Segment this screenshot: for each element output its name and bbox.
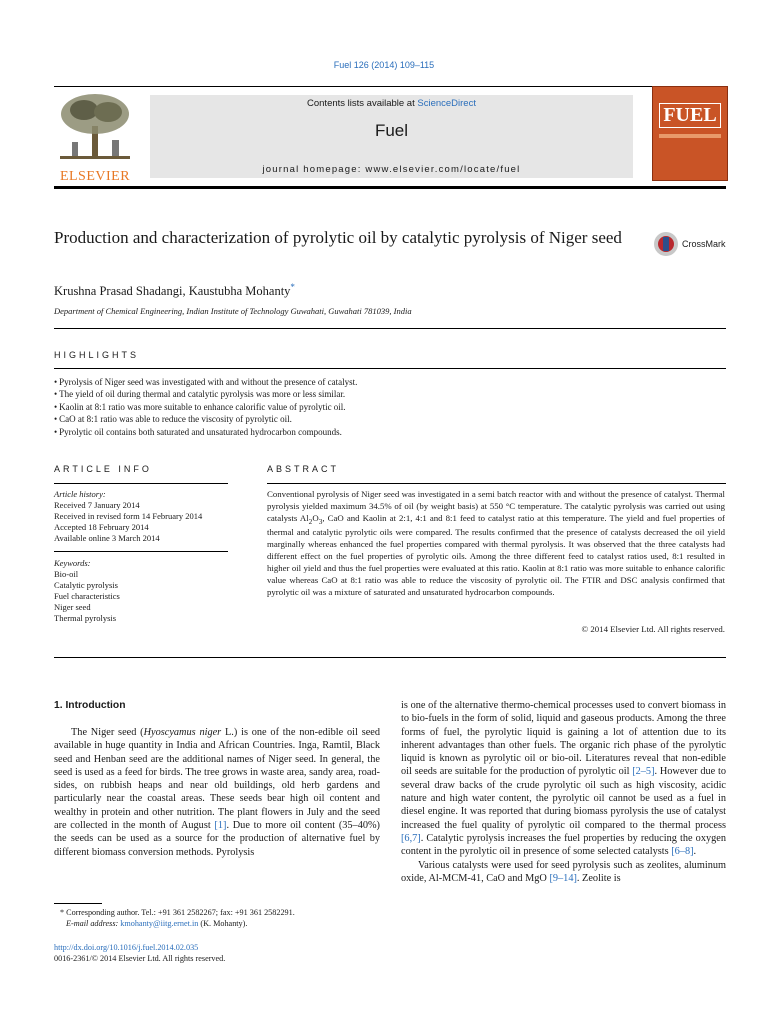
contents-prefix: Contents lists available at — [307, 98, 418, 109]
highlight-item: • The yield of oil during thermal and catalytic pyrolysis was more or less similar. — [54, 388, 714, 400]
paragraph-text: is one of the alternative thermo-chemical processes used to convert biomass in to bio-fuels in the form of solid, liquid and gaseous products. Among the three forms of fuel, the pyrolytic liquid is gaining a lot of attention due to its inherent advantages than other fuels. The organic rich phase of the pyrolytic liquid is known as pyrolytic oil or bio-oil. Literatures reveal that non-edible oil seeds are suitable for the production of pyrolytic oil — [401, 700, 726, 778]
intro-right-column — [401, 699, 726, 885]
reference-link[interactable]: [2–5] — [632, 766, 655, 778]
right-paragraph-1 — [401, 699, 726, 859]
doi-link[interactable]: http://dx.doi.org/10.1016/j.fuel.2014.02.035 — [54, 943, 199, 952]
history-revised: Received in revised form 14 February 2014 — [54, 511, 203, 521]
author-names: Krushna Prasad Shadangi, Kaustubha Mohanty — [54, 284, 291, 299]
history-received: Received 7 January 2014 — [54, 500, 140, 510]
paragraph-text: . Catalytic pyrolysis increases the fuel properties by reducing the oxygen content in the pyrolytic oil in presence of some selected catalysts — [401, 832, 726, 858]
paragraph-text: . — [693, 846, 697, 858]
affiliation: Department of Chemical Engineering, Indian Institute of Technology Guwahati, Guwahati 781039, India — [54, 306, 412, 316]
divider-affiliation — [54, 328, 726, 329]
journal-homepage[interactable]: journal homepage: www.elsevier.com/locate/fuel — [262, 164, 521, 175]
keyword: Niger seed — [54, 602, 91, 612]
paragraph-text: The Niger seed ( — [71, 727, 144, 738]
corresponding-footnote — [54, 907, 295, 929]
highlight-item: • Pyrolysis of Niger seed was investigated with and without the presence of catalyst. — [54, 376, 714, 388]
subscript: 3 — [318, 516, 323, 526]
author-list — [54, 282, 295, 299]
journal-citation[interactable]: Fuel 126 (2014) 109–115 — [333, 60, 435, 70]
reference-link[interactable]: [6,7] — [401, 832, 421, 844]
abstract-part: , CaO and Kaolin at 2:1, 4:1 and 8:1 feed to catalyst ratio at this temperature. The yield and fuel properties of thermal and catalytic pyrolytic oils were compared. The results confirmed that the presence of catalysts decreased the oil yield marginally whereas enhanced the fuel properties compared with thermal pyrolysis. It was observed that the three catalysts had different effect on the fuel properties of pyrolytic oils. Among the three different feed to catalyst ratios used, 8:1 resulted in higher oil yield and thus the fuel properties were evaluated at this ratio. Kaolin at 8:1 ratio was more suitable to enhance calorific value whereas CaO at 8:1 ratio was able to reduce the viscosity of pyrolytic oil. The FTIR and DSC analysis confirmed that pyrolytic oil was a mixture of saturated and unsaturated hydrocarbon compounds. — [267, 512, 725, 597]
article-history — [54, 489, 228, 544]
subscript: 2 — [308, 516, 313, 526]
divider-body — [54, 657, 726, 658]
contents-line — [150, 98, 633, 109]
article-info-heading: ARTICLE INFO — [54, 464, 152, 474]
journal-cover — [652, 86, 728, 181]
keyword: Bio-oil — [54, 569, 79, 579]
abstract-part: Conventional pyrolysis of Niger seed was investigated in a semi batch reactor with and without the presence of catalyst. Thermal pyrolysis yielded maximum 34.5% of oil (by weight basis) at 550 °C temperature. The catalytic pyrolysis was carried out using catalysts Al — [267, 489, 725, 523]
paragraph-text: Various catalysts were used for seed pyrolysis such as zeolites, aluminum oxide, Al-MCM-41, CaO and MgO — [401, 859, 726, 884]
history-accepted: Accepted 18 February 2014 — [54, 522, 149, 532]
highlights-heading: HIGHLIGHTS — [54, 350, 140, 360]
highlights-list — [54, 376, 714, 438]
reference-link[interactable]: [9–14] — [549, 872, 577, 884]
article-title: Production and characterization of pyrolytic oil by catalytic pyrolysis of Niger seed — [54, 228, 622, 247]
cover-title: FUEL — [659, 103, 721, 128]
footnote-rule — [54, 903, 102, 904]
right-paragraph-2 — [401, 859, 726, 886]
highlight-item: • Pyrolytic oil contains both saturated and unsaturated hydrocarbon compounds. — [54, 426, 714, 438]
divider-abstract — [267, 483, 726, 484]
highlight-item: • CaO at 8:1 ratio was able to reduce the viscosity of pyrolytic oil. — [54, 413, 714, 425]
keyword: Thermal pyrolysis — [54, 613, 117, 623]
divider-article-info — [54, 483, 228, 484]
paragraph-text: L.) is one of the non-edible oil seed available in huge quantity in India and African Countries. Inga, Ramtil, Black seed and Henban seed are the additional names of Niger seed. In general, the seed is used as a feed for birds. The tree grows in waste area, sandy area, road-sides, on rubbish heaps and near old buildings, old herb gardens and particularly near the coastal areas. These seeds bear high oil content and wealthy in protein and other nutrition. The plant flowers in July and the seed are collected in the month of August — [54, 727, 380, 832]
keyword: Fuel characteristics — [54, 591, 120, 601]
keyword: Catalytic pyrolysis — [54, 580, 118, 590]
corresponding-author-mark[interactable]: * — [290, 282, 295, 292]
divider-highlights — [54, 368, 726, 369]
abstract-heading: ABSTRACT — [267, 464, 340, 474]
header-rule — [54, 86, 726, 87]
highlight-item: • Kaolin at 8:1 ratio was more suitable to enhance calorific value of pyrolytic oil. — [54, 401, 714, 413]
elsevier-wordmark: ELSEVIER — [59, 169, 131, 184]
species-name: Hyoscyamus niger — [143, 727, 222, 738]
email-suffix: (K. Mohanty). — [198, 919, 248, 928]
doi-block — [54, 942, 225, 964]
crossmark-icon — [653, 231, 679, 257]
reference-link[interactable]: [1] — [214, 820, 227, 832]
email-line — [60, 918, 295, 929]
crossmark-label: CrossMark — [682, 239, 726, 249]
divider-keywords — [54, 551, 228, 552]
reference-link[interactable]: [6–8] — [671, 846, 694, 858]
email-label: E-mail address: — [66, 919, 121, 928]
intro-left-column — [54, 726, 380, 859]
journal-header-box — [150, 95, 633, 178]
keywords-block — [54, 558, 228, 624]
history-online: Available online 3 March 2014 — [54, 533, 160, 543]
elsevier-tree-icon — [54, 92, 136, 164]
paragraph-text: . However due to several draw backs of the crude pyrolytic oil such as high viscosity, acidic nature and high water content, the pyrolytic oil cannot be used as a fuel in diesel engine. It was reported that during biomass pyrolysis the use of catalyst increased the fuel quality of pyrolytic oil compared to the thermal process — [401, 766, 726, 831]
elsevier-logo — [54, 92, 136, 182]
journal-name: Fuel — [374, 121, 409, 140]
paragraph-text: . Zeolite is — [576, 872, 621, 884]
email-link[interactable]: kmohanty@iitg.ernet.in — [120, 919, 199, 928]
crossmark-badge[interactable] — [653, 231, 726, 257]
intro-heading: 1. Introduction — [54, 700, 126, 711]
abstract-part: O — [312, 512, 319, 523]
corresponding-author-note: * Corresponding author. Tel.: +91 361 2582267; fax: +91 361 2582291. — [60, 908, 295, 917]
cover-band — [659, 134, 721, 138]
paragraph-text: . Due to more oil content (35–40%) the seeds can be used as a source for the production of alternative fuel by different biomass conversion methods. Pyrolysis — [54, 820, 380, 858]
header-thick-rule — [54, 186, 726, 189]
abstract-text — [267, 489, 725, 599]
abstract-copyright: © 2014 Elsevier Ltd. All rights reserved. — [581, 624, 725, 634]
sciencedirect-link[interactable]: ScienceDirect — [417, 98, 476, 109]
issn-line: 0016-2361/© 2014 Elsevier Ltd. All rights reserved. — [54, 954, 226, 963]
history-label: Article history: — [54, 489, 106, 499]
keywords-label: Keywords: — [54, 558, 91, 568]
